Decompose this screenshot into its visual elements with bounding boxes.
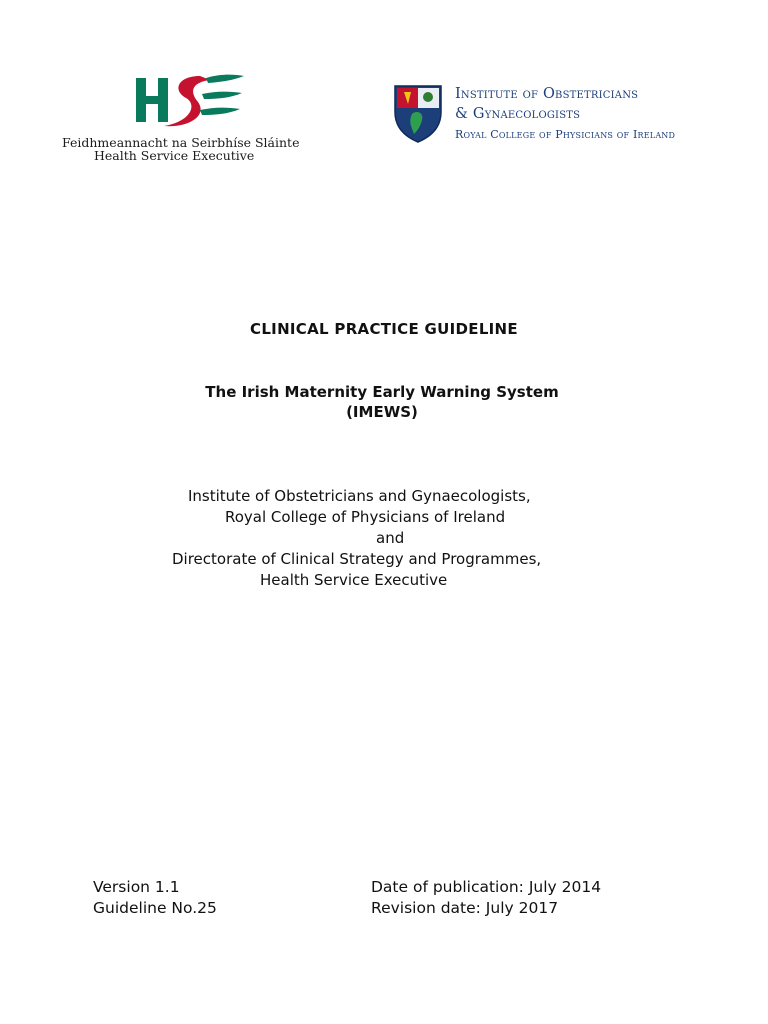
- iog-crest-icon: [392, 84, 444, 144]
- hse-logo: [62, 70, 322, 170]
- document-title-line2: (IMEWS): [346, 403, 418, 421]
- iog-logo: [392, 84, 712, 154]
- iog-name-line2: & Gynaecologists: [455, 106, 581, 122]
- org-line-3: and: [376, 529, 405, 547]
- document-meta-right: [371, 877, 601, 919]
- document-title-line1: The Irish Maternity Early Warning System: [205, 383, 559, 401]
- org-line-2: Royal College of Physicians of Ireland: [225, 508, 506, 526]
- org-line-1: Institute of Obstetricians and Gynaecologists,: [188, 487, 531, 505]
- hse-name-english: Health Service Executive: [94, 148, 255, 163]
- org-line-5: Health Service Executive: [260, 571, 448, 589]
- document-title: [0, 382, 764, 422]
- document-meta-left: [93, 877, 217, 919]
- version-label: Version 1.1: [93, 878, 180, 896]
- hse-logo-mark-icon: [128, 70, 248, 132]
- iog-parent-organisation: Royal College of Physicians of Ireland: [455, 128, 676, 141]
- iog-name-line1: Institute of Obstetricians: [455, 86, 639, 102]
- guideline-number: Guideline No.25: [93, 899, 217, 917]
- revision-date: Revision date: July 2017: [371, 899, 559, 917]
- org-line-4: Directorate of Clinical Strategy and Programmes,: [172, 550, 542, 568]
- hse-name-irish: Feidhmeannacht na Seirbhíse Sláinte: [62, 135, 300, 150]
- document-type: CLINICAL PRACTICE GUIDELINE: [250, 320, 518, 338]
- publication-date: Date of publication: July 2014: [371, 878, 602, 896]
